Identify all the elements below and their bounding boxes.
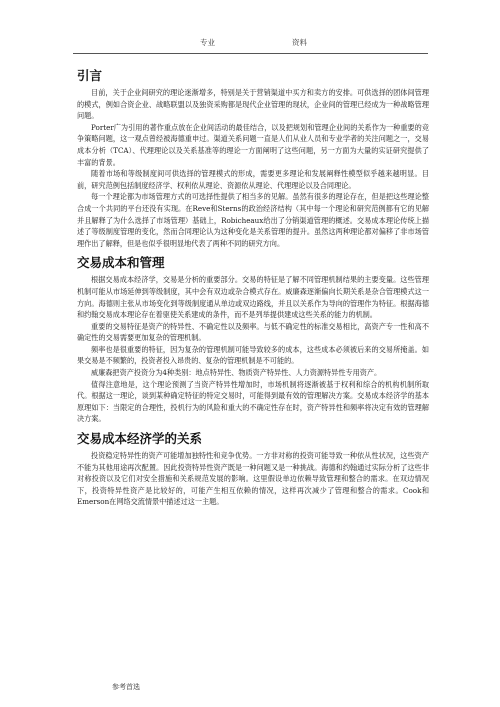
page-footer: 参考首选 bbox=[112, 683, 140, 691]
paragraph: 威廉森把资产投资分为4种类别：地点特异性、物质资产特异性、人力资源特异性专用资产。 bbox=[91, 368, 382, 378]
paragraph: 频率也是很重要的特征，因为复杂的管理机制可能导致较多的成本，这些成本必须被后来的交易所掩盖。如果交易是不频繁的，投资者投入昂贵的、复杂的管理机制是不可能的。 bbox=[77, 344, 429, 366]
page-header bbox=[73, 37, 428, 54]
paragraph: 随着市场和等级制度间可供选择的管理模式的形成，需要更多理论和发展阐释性模型似乎越来越明显。目前，研究范例包括制度经济学、权利依从理论、资源依从理论、代理理论以及合同理论。 bbox=[77, 169, 429, 190]
header-right-label: 资料 bbox=[292, 38, 307, 47]
paragraph: Porter广为引用的著作重点放在企业间活动的最佳结合，以及把规划和管理企业间的关系作为一种重要的竞争策略问题，这一观点曾经被海德重申过。渠道关系问题一直是人们从业人员和专业学者的关注问题之一，交易成本分析（TCA）、代理理论以及关系基准等的理论一方面阐明了这些问题，另一方面为大量的实证研究提供了丰富的背景。 bbox=[77, 122, 429, 167]
paragraph: 投资稳定特异性的资产可能增加独特性和竞争优势。一方非对称的投资可能导致一种依从性状况，这些资产不能为其他用途再次配置。因此投资特异性资产既是一种问题又是一种挑战。海德和约翰通过实际分析了这些非对称投资以及它们对安全措施和关系规范发展的影响。这里假设单边依赖导致管理和整合的需求。在双边情况下，投资特异性资产是比较好的，可能产生相互依赖的情况，这样再次减少了管理和整合的需求。Cook和Emerson在网络交流情景中描述过这一主题。 bbox=[77, 451, 429, 507]
paragraph: 根据交易成本经济学，交易是分析的重要部分。交易的特征是了解不同管理机制结果的主要变量。这些管理机制可能从市场延伸到等级制度，其中会有双边或杂合模式存在。威廉森逐渐偏向长期关系是杂合管理模式这一方向。海德则主张从市场变化到等级制度通从单边或双边路线，并且以关系作为导向的管理作为特征。根据海德和约翰交易成本理论存在着驱使关系建成的条件，而不是列举提供建成这些关系的能力的机制。 bbox=[77, 275, 429, 320]
paragraph: 目前，关于企业间研究的理论迷渐增多，特别是关于营销渠道中买方和卖方的安排。可供选择的团体间管理的模式，例如合资企业、战略联盟以及独资采购都是现代企业管理的现状，企业间的管理已经成为一种战略管理问题。 bbox=[77, 88, 429, 121]
paragraph: 值得注意地是，这个理论预测了当资产特异性增加时，市场机制将逐渐被基于权利和综合的机构机制所取代。根据这一理论，谈到某种确定特征的特定交易时，可能得到最有效的管理解决方案。交易成本经济学的基本原理如下：当限定的合理性，投机行为的风险和重大的不确定性存在时，资产特异性和频率将决定有效的管理解决方案。 bbox=[77, 379, 429, 424]
document-body bbox=[77, 62, 429, 508]
section-heading-relationships: 交易成本经济学的关系 bbox=[77, 431, 203, 447]
paragraph: 重要的交易特征是资产的特异性、不确定性以及频率。与低不确定性的标准交易相比，高资产专一性和高不确定性的交易需要更加复杂的管理机制。 bbox=[77, 321, 429, 343]
header-left-label: 专业 bbox=[200, 38, 215, 47]
section-heading-intro: 引言 bbox=[77, 68, 103, 83]
paragraph: 每一个理论都为市场管理方式的可选择性提供了相当多的见解。虽然有很多的理论存在，但是把这些理论整合成一个共同的平台还没有实现。在Reve和Sterns的政治经济结构（其中每一个理论和研究范例都有它的见解并且解释了为什么选择了市场管理）基础上，Robicheaux给出了分销渠道管理的概述。交易成本理论传统上描述了等级制度管理的变化，然而合同理论认为这种变化是关系管理的提升。虽然这两种理论都对偏移了非市场管理作出了解释，但是也似乎很明显地代表了两种不同的研究方向。 bbox=[77, 192, 429, 248]
section-heading-transaction-cost: 交易成本和管理 bbox=[77, 255, 165, 271]
